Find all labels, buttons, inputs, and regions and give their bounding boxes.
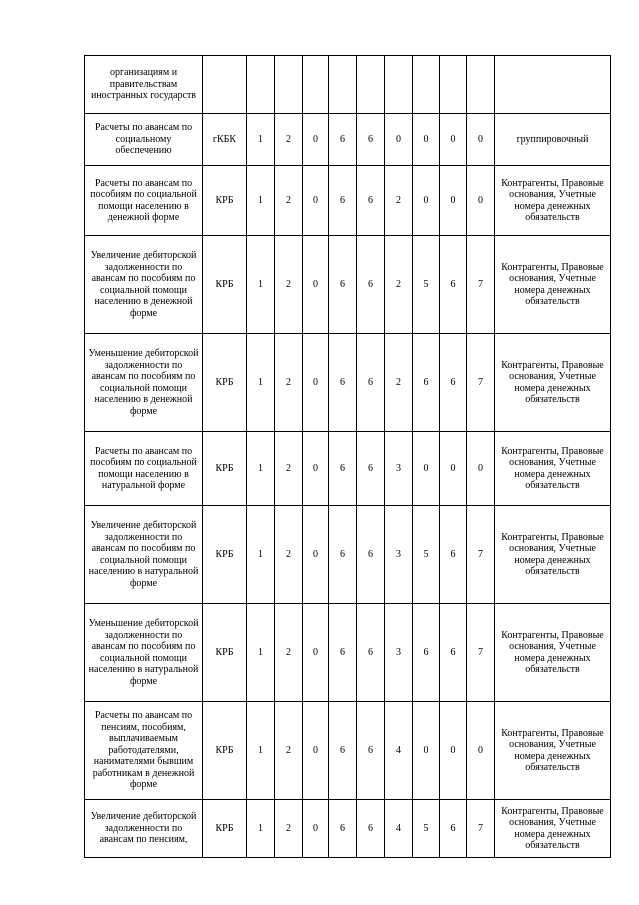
account-digit-cell: 6 — [357, 236, 385, 334]
account-digit-cell: 3 — [385, 432, 413, 506]
account-digit-cell: 1 — [247, 114, 275, 166]
account-digit-cell: 0 — [467, 166, 495, 236]
kbk-type-cell: КРБ — [203, 800, 247, 858]
account-digit-cell: 7 — [467, 800, 495, 858]
account-digit-cell: 2 — [275, 236, 303, 334]
account-name-cell: Расчеты по авансам по пособиям по социальной помощи населению в денежной форме — [85, 166, 203, 236]
kbk-type-cell: КРБ — [203, 604, 247, 702]
account-digit-cell: 1 — [247, 800, 275, 858]
account-name-cell: Расчеты по авансам по социальному обеспечению — [85, 114, 203, 166]
account-name-cell: Увеличение дебиторской задолженности по авансам по пособиям по социальной помощи населению в денежной форме — [85, 236, 203, 334]
account-digit-cell: 0 — [303, 114, 329, 166]
account-digit-cell — [385, 56, 413, 114]
account-digit-cell: 6 — [440, 236, 467, 334]
account-digit-cell: 0 — [303, 506, 329, 604]
account-digit-cell: 6 — [357, 166, 385, 236]
account-digit-cell: 6 — [329, 432, 357, 506]
account-digit-cell: 6 — [329, 334, 357, 432]
account-digit-cell: 0 — [413, 166, 440, 236]
analytics-cell: Контрагенты, Правовые основания, Учетные номера денежных обязательств — [495, 604, 611, 702]
account-digit-cell: 0 — [440, 702, 467, 800]
account-digit-cell: 2 — [275, 166, 303, 236]
account-digit-cell — [413, 56, 440, 114]
kbk-type-cell: КРБ — [203, 166, 247, 236]
account-digit-cell: 2 — [385, 236, 413, 334]
table-row — [85, 800, 611, 858]
table-row — [85, 506, 611, 604]
kbk-type-cell: КРБ — [203, 702, 247, 800]
account-digit-cell — [303, 56, 329, 114]
account-digit-cell: 0 — [303, 236, 329, 334]
account-digit-cell: 0 — [467, 702, 495, 800]
account-name-cell: Уменьшение дебиторской задолженности по авансам по пособиям по социальной помощи населению в денежной форме — [85, 334, 203, 432]
account-digit-cell: 2 — [385, 334, 413, 432]
account-digit-cell: 2 — [275, 114, 303, 166]
account-digit-cell: 6 — [440, 506, 467, 604]
account-digit-cell: 6 — [413, 334, 440, 432]
analytics-cell: Контрагенты, Правовые основания, Учетные номера денежных обязательств — [495, 236, 611, 334]
table-row — [85, 702, 611, 800]
account-digit-cell: 0 — [440, 114, 467, 166]
account-digit-cell — [357, 56, 385, 114]
account-digit-cell — [329, 56, 357, 114]
account-digit-cell: 0 — [467, 114, 495, 166]
account-digit-cell: 6 — [329, 506, 357, 604]
account-digit-cell: 0 — [303, 166, 329, 236]
account-digit-cell — [247, 56, 275, 114]
analytics-cell: Контрагенты, Правовые основания, Учетные номера денежных обязательств — [495, 166, 611, 236]
account-digit-cell — [440, 56, 467, 114]
account-digit-cell: 5 — [413, 236, 440, 334]
analytics-cell: Контрагенты, Правовые основания, Учетные номера денежных обязательств — [495, 506, 611, 604]
kbk-type-cell: КРБ — [203, 506, 247, 604]
account-digit-cell: 6 — [357, 432, 385, 506]
account-digit-cell: 6 — [329, 236, 357, 334]
account-digit-cell: 6 — [329, 604, 357, 702]
account-digit-cell: 0 — [303, 334, 329, 432]
account-digit-cell: 0 — [385, 114, 413, 166]
account-digit-cell: 6 — [440, 800, 467, 858]
analytics-cell: Контрагенты, Правовые основания, Учетные номера денежных обязательств — [495, 800, 611, 858]
account-digit-cell: 6 — [357, 702, 385, 800]
account-digit-cell: 6 — [357, 800, 385, 858]
table-row — [85, 604, 611, 702]
account-digit-cell: 0 — [440, 432, 467, 506]
kbk-type-cell: КРБ — [203, 432, 247, 506]
account-digit-cell: 7 — [467, 604, 495, 702]
account-digit-cell: 0 — [440, 166, 467, 236]
account-digit-cell: 0 — [303, 604, 329, 702]
account-digit-cell: 0 — [413, 432, 440, 506]
account-digit-cell: 6 — [357, 114, 385, 166]
account-digit-cell: 2 — [385, 166, 413, 236]
account-name-cell: организациям и правительствам иностранных государств — [85, 56, 203, 114]
account-name-cell: Увеличение дебиторской задолженности по авансам по пенсиям, — [85, 800, 203, 858]
table-row — [85, 432, 611, 506]
account-digit-cell: 6 — [357, 506, 385, 604]
account-digit-cell: 0 — [303, 800, 329, 858]
accounts-table-body — [85, 56, 611, 858]
analytics-cell: Контрагенты, Правовые основания, Учетные номера денежных обязательств — [495, 702, 611, 800]
account-digit-cell: 7 — [467, 236, 495, 334]
account-digit-cell: 1 — [247, 166, 275, 236]
account-digit-cell: 6 — [413, 604, 440, 702]
account-digit-cell: 6 — [440, 334, 467, 432]
account-digit-cell: 6 — [357, 334, 385, 432]
account-name-cell: Уменьшение дебиторской задолженности по авансам по пособиям по социальной помощи населению в натуральной форме — [85, 604, 203, 702]
table-row — [85, 56, 611, 114]
account-digit-cell: 1 — [247, 236, 275, 334]
analytics-cell: Контрагенты, Правовые основания, Учетные номера денежных обязательств — [495, 334, 611, 432]
table-row — [85, 236, 611, 334]
table-row — [85, 166, 611, 236]
account-digit-cell: 6 — [329, 800, 357, 858]
account-digit-cell: 1 — [247, 702, 275, 800]
account-digit-cell: 7 — [467, 506, 495, 604]
account-digit-cell — [275, 56, 303, 114]
kbk-type-cell: КРБ — [203, 334, 247, 432]
account-digit-cell: 0 — [413, 702, 440, 800]
account-digit-cell: 3 — [385, 506, 413, 604]
kbk-type-cell: гКБК — [203, 114, 247, 166]
account-digit-cell: 2 — [275, 604, 303, 702]
account-digit-cell: 6 — [357, 604, 385, 702]
account-name-cell: Расчеты по авансам по пенсиям, пособиям, выплачиваемым работодателями, нанимателями бывшим работникам в денежной форме — [85, 702, 203, 800]
account-digit-cell: 4 — [385, 800, 413, 858]
account-digit-cell: 6 — [329, 702, 357, 800]
account-digit-cell: 7 — [467, 334, 495, 432]
account-digit-cell: 2 — [275, 334, 303, 432]
account-digit-cell: 4 — [385, 702, 413, 800]
account-digit-cell: 1 — [247, 506, 275, 604]
account-digit-cell: 6 — [329, 166, 357, 236]
account-digit-cell: 6 — [329, 114, 357, 166]
account-digit-cell: 2 — [275, 800, 303, 858]
account-digit-cell: 1 — [247, 432, 275, 506]
analytics-cell: группировочный — [495, 114, 611, 166]
account-digit-cell: 0 — [467, 432, 495, 506]
account-name-cell: Расчеты по авансам по пособиям по социальной помощи населению в натуральной форме — [85, 432, 203, 506]
account-digit-cell: 3 — [385, 604, 413, 702]
account-digit-cell: 5 — [413, 800, 440, 858]
account-digit-cell: 1 — [247, 604, 275, 702]
account-name-cell: Увеличение дебиторской задолженности по авансам по пособиям по социальной помощи населению в натуральной форме — [85, 506, 203, 604]
account-digit-cell — [467, 56, 495, 114]
account-digit-cell: 0 — [303, 432, 329, 506]
analytics-cell: Контрагенты, Правовые основания, Учетные номера денежных обязательств — [495, 432, 611, 506]
account-digit-cell: 5 — [413, 506, 440, 604]
analytics-cell — [495, 56, 611, 114]
account-digit-cell: 0 — [303, 702, 329, 800]
table-row — [85, 114, 611, 166]
accounts-table — [84, 55, 611, 858]
kbk-type-cell: КРБ — [203, 236, 247, 334]
account-digit-cell: 1 — [247, 334, 275, 432]
kbk-type-cell — [203, 56, 247, 114]
account-digit-cell: 6 — [440, 604, 467, 702]
account-digit-cell: 2 — [275, 432, 303, 506]
table-row — [85, 334, 611, 432]
account-digit-cell: 2 — [275, 506, 303, 604]
account-digit-cell: 0 — [413, 114, 440, 166]
account-digit-cell: 2 — [275, 702, 303, 800]
